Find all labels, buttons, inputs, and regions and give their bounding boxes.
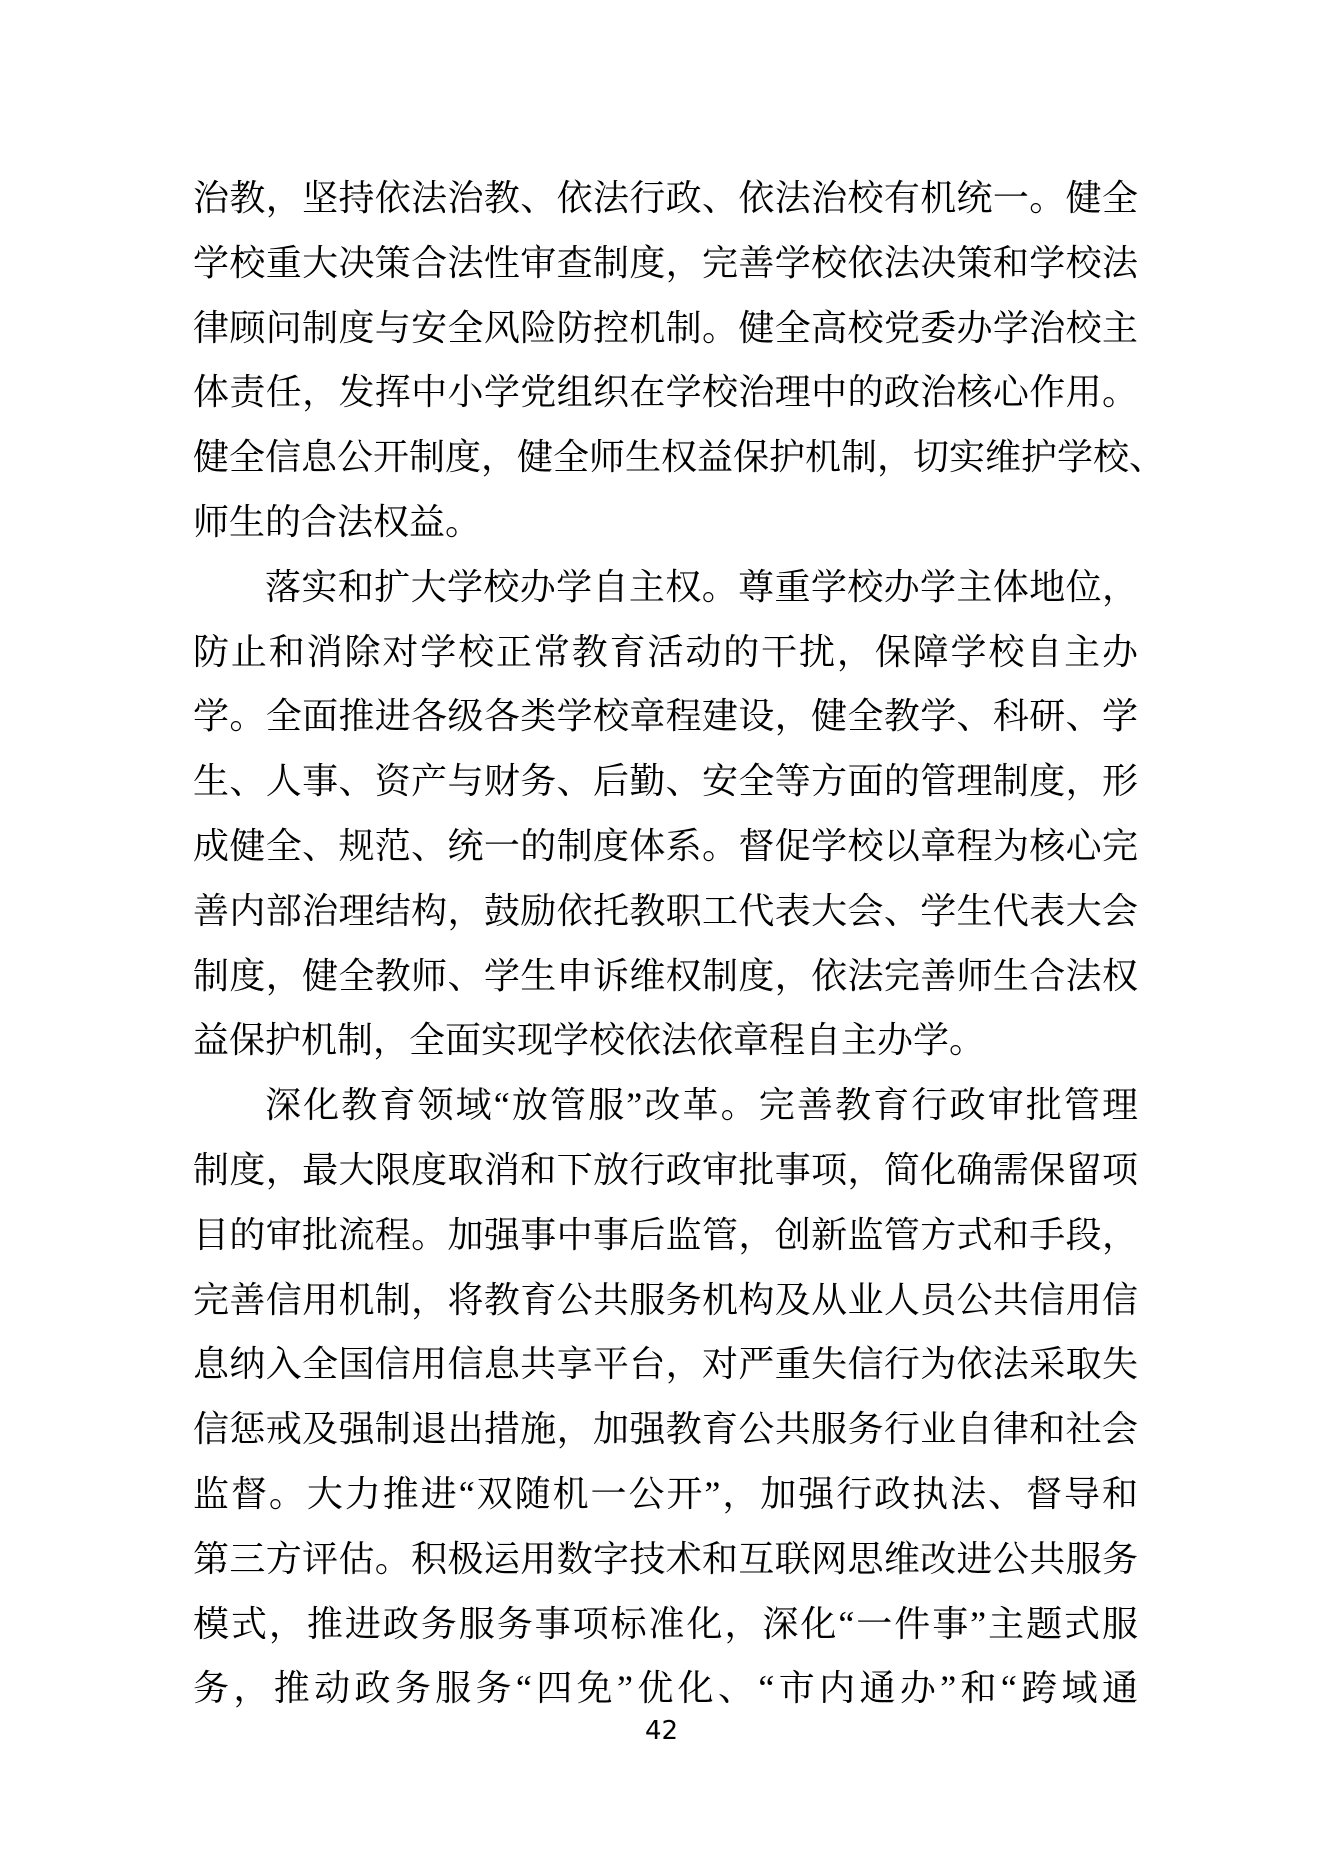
text-line: 务，推动政务服务“四免”优化、“市内通办”和“跨域通 (193, 1668, 1138, 1709)
paragraph (193, 166, 1166, 555)
text-line: 监督。大力推进“双随机一公开”，加强行政执法、督导和 (193, 1473, 1138, 1514)
page-number: 42 (644, 1716, 679, 1746)
text-line: 生、人事、资产与财务、后勤、安全等方面的管理制度，形 (193, 761, 1138, 802)
text-line: 第三方评估。积极运用数字技术和互联网思维改进公共服务 (193, 1538, 1138, 1579)
text-line: 目的审批流程。加强事中事后监管，创新监管方式和手段， (193, 1214, 1138, 1255)
text-line: 健全信息公开制度，健全师生权益保护机制，切实维护学校、 (193, 437, 1166, 478)
paragraph (193, 1073, 1138, 1721)
text-line: 深化教育领域“放管服”改革。完善教育行政审批管理 (265, 1085, 1138, 1126)
text-line: 落实和扩大学校办学自主权。尊重学校办学主体地位， (265, 566, 1138, 607)
text-line: 模式，推进政务服务事项标准化，深化“一件事”主题式服 (193, 1603, 1138, 1644)
text-line: 学。全面推进各级各类学校章程建设，健全教学、科研、学 (193, 696, 1138, 737)
document-body (193, 166, 1166, 1721)
text-line: 益保护机制，全面实现学校依法依章程自主办学。 (193, 1020, 986, 1061)
text-line: 制度，最大限度取消和下放行政审批事项，简化确需保留项 (193, 1149, 1138, 1190)
text-line: 信惩戒及强制退出措施，加强教育公共服务行业自律和社会 (193, 1409, 1138, 1450)
text-line: 息纳入全国信用信息共享平台，对严重失信行为依法采取失 (193, 1344, 1138, 1385)
text-line: 防止和消除对学校正常教育活动的干扰，保障学校自主办 (193, 631, 1138, 672)
text-line: 学校重大决策合法性审查制度，完善学校依法决策和学校法 (193, 242, 1138, 283)
text-line: 律顾问制度与安全风险防控机制。健全高校党委办学治校主 (193, 307, 1138, 348)
text-line: 体责任，发挥中小学党组织在学校治理中的政治核心作用。 (193, 372, 1138, 413)
text-line: 师生的合法权益。 (193, 501, 482, 542)
text-line: 善内部治理结构，鼓励依托教职工代表大会、学生代表大会 (193, 890, 1138, 931)
text-line: 完善信用机制，将教育公共服务机构及从业人员公共信用信 (193, 1279, 1138, 1320)
text-line: 制度，健全教师、学生申诉维权制度，依法完善师生合法权 (193, 955, 1138, 996)
paragraph (193, 555, 1138, 1073)
text-line: 治教，坚持依法治教、依法行政、依法治校有机统一。健全 (193, 178, 1138, 218)
text-line: 成健全、规范、统一的制度体系。督促学校以章程为核心完 (193, 825, 1138, 866)
